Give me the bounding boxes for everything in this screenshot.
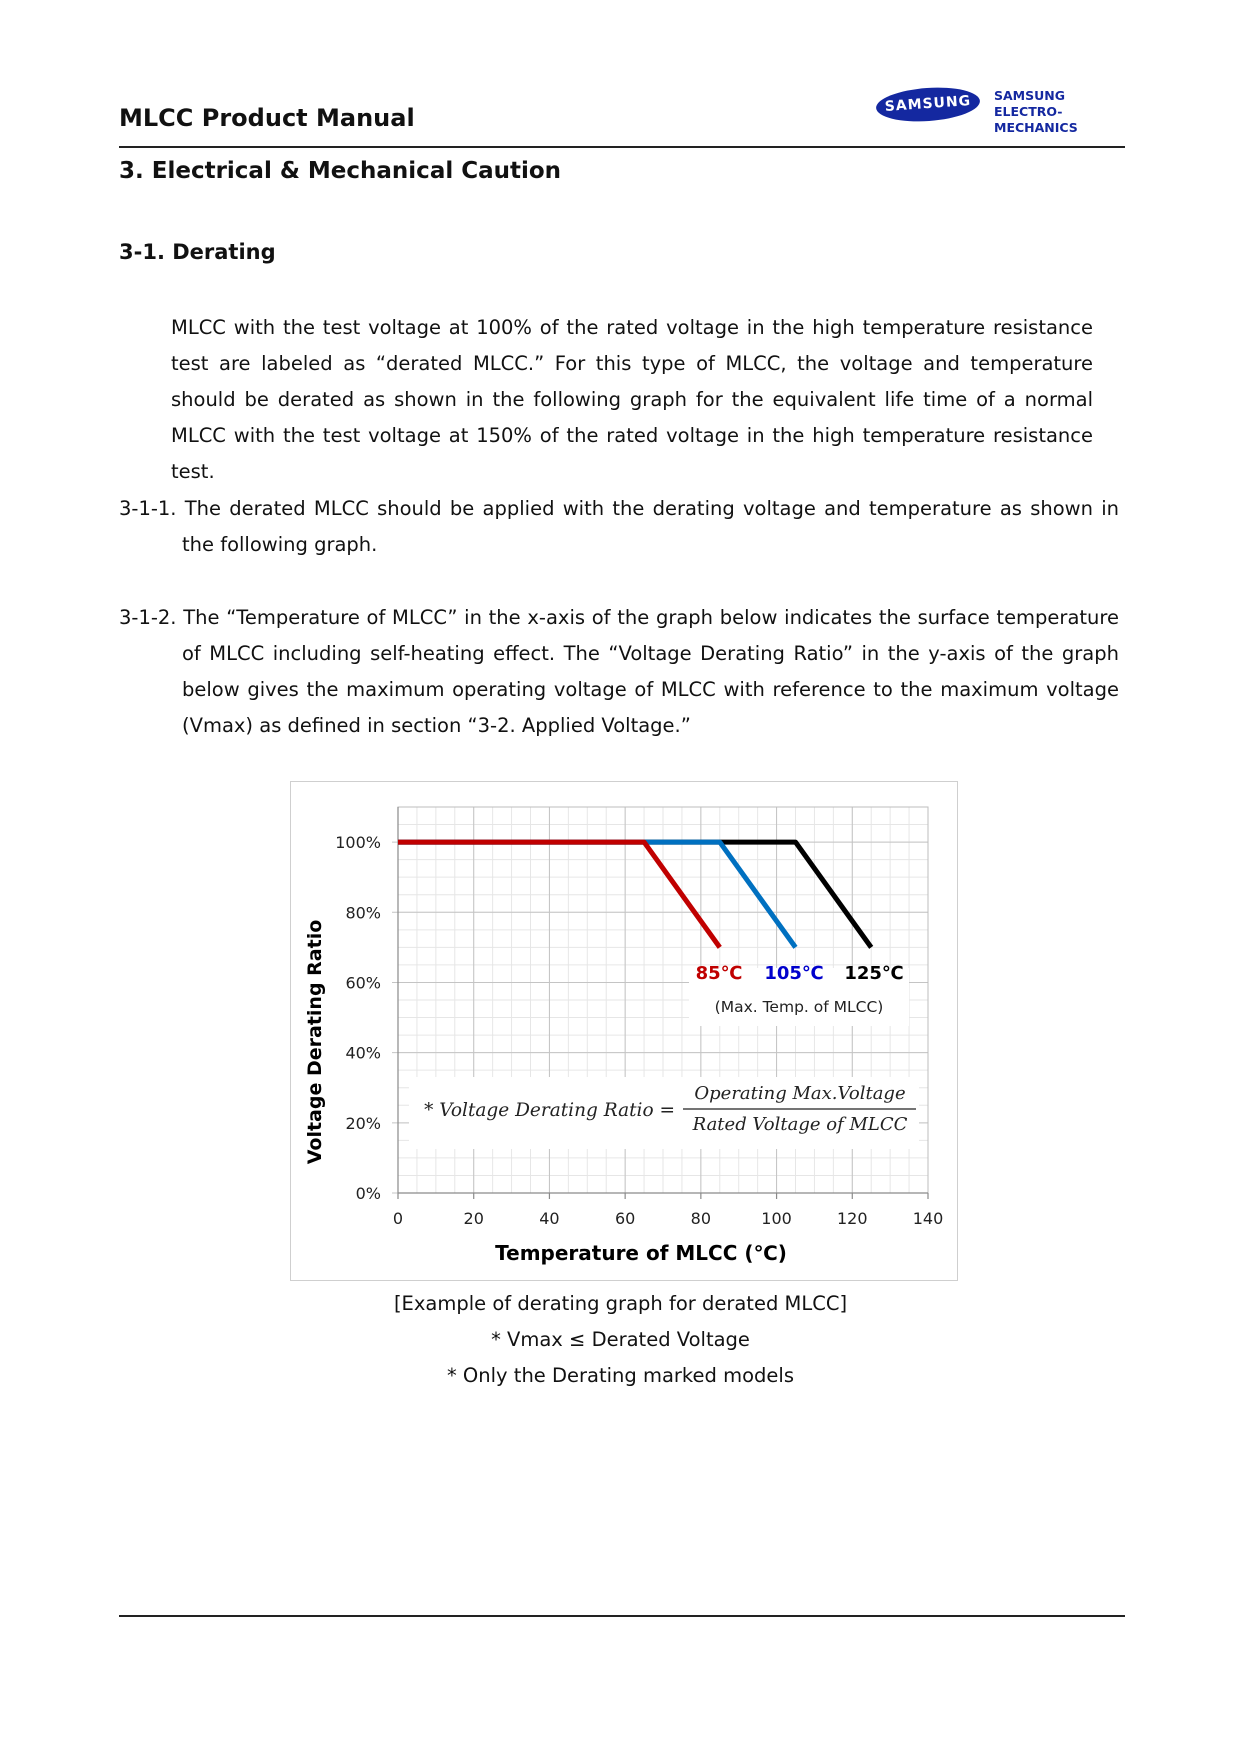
- samsung-logo-text: [994, 88, 1126, 136]
- x-tick-label: 60: [614, 1209, 636, 1228]
- item-number: 3-1-1.: [119, 497, 177, 520]
- y-tick-label: 0%: [355, 1184, 381, 1203]
- item-text: The “Temperature of MLCC” in the x-axis of the graph below indicates the surface temperature of MLCC including self-heating effect. The “Voltage Derating Ratio” in the y-axis of the graph below gives the maximum operating voltage of MLCC with reference to the maximum voltage (Vmax) as defined in section “3-2. Applied Voltage.”: [182, 606, 1119, 737]
- x-tick-label: 120: [837, 1209, 868, 1228]
- list-item: [119, 491, 1119, 563]
- intro-paragraph: MLCC with the test voltage at 100% of the rated voltage in the high temperature resistance test are labeled as “derated MLCC.” For this type of MLCC, the voltage and temperature should be derated as shown in the following graph for the equivalent life time of a normal MLCC with the test voltage at 150% of the rated voltage in the high temperature resistance test.: [171, 316, 1093, 483]
- formula-numerator: Operating Max.Voltage: [694, 1083, 906, 1104]
- x-tick-label: 100: [761, 1209, 792, 1228]
- derating-chart: [290, 781, 958, 1281]
- x-tick-label: 20: [463, 1209, 484, 1228]
- logo-line-2: ELECTRO-MECHANICS: [994, 104, 1078, 135]
- y-tick-label: 100%: [335, 833, 381, 853]
- models-note: * Only the Derating marked models: [446, 1364, 794, 1387]
- figure-caption: [Example of derating graph for derated MLCC]: [393, 1292, 848, 1315]
- footer-rule: [119, 1615, 1125, 1617]
- document-title: MLCC Product Manual: [119, 104, 415, 132]
- logo-line-1: SAMSUNG: [994, 88, 1065, 103]
- legend-label-85: 85℃: [695, 963, 743, 984]
- y-tick-label: 40%: [345, 1043, 381, 1063]
- legend-label-125: 125℃: [844, 963, 904, 984]
- x-tick-label: 80: [690, 1209, 712, 1228]
- section-title: 3. Electrical & Mechanical Caution: [119, 158, 562, 184]
- x-tick-label: 140: [912, 1209, 944, 1228]
- y-tick-label: 60%: [345, 973, 381, 993]
- x-tick-label: 40: [539, 1209, 560, 1228]
- list-item: [119, 600, 1119, 744]
- formula-denominator: Rated Voltage of MLCC: [692, 1114, 908, 1135]
- item-number: 3-1-2.: [119, 606, 177, 629]
- y-tick-label: 80%: [345, 903, 381, 923]
- item-text: The derated MLCC should be applied with the derating voltage and temperature as shown in the following graph.: [182, 497, 1120, 556]
- vmax-note: * Vmax ≤ Derated Voltage: [491, 1328, 750, 1351]
- y-axis-label: Voltage Derating Ratio: [304, 919, 326, 1165]
- legend-label-105: 105℃: [764, 963, 824, 984]
- subsection-title: 3-1. Derating: [119, 240, 276, 264]
- x-axis-label: Temperature of MLCC (℃): [495, 1241, 787, 1265]
- samsung-logo-oval: SAMSUNG: [875, 84, 981, 124]
- max-temp-note: (Max. Temp. of MLCC): [714, 998, 884, 1016]
- x-tick-label: 0: [392, 1209, 404, 1228]
- samsung-logo: [876, 86, 1126, 135]
- y-tick-label: 20%: [345, 1113, 381, 1133]
- formula-lhs: * Voltage Derating Ratio =: [424, 1100, 675, 1121]
- header-rule: [119, 146, 1125, 148]
- derating-chart-svg: [291, 782, 957, 1280]
